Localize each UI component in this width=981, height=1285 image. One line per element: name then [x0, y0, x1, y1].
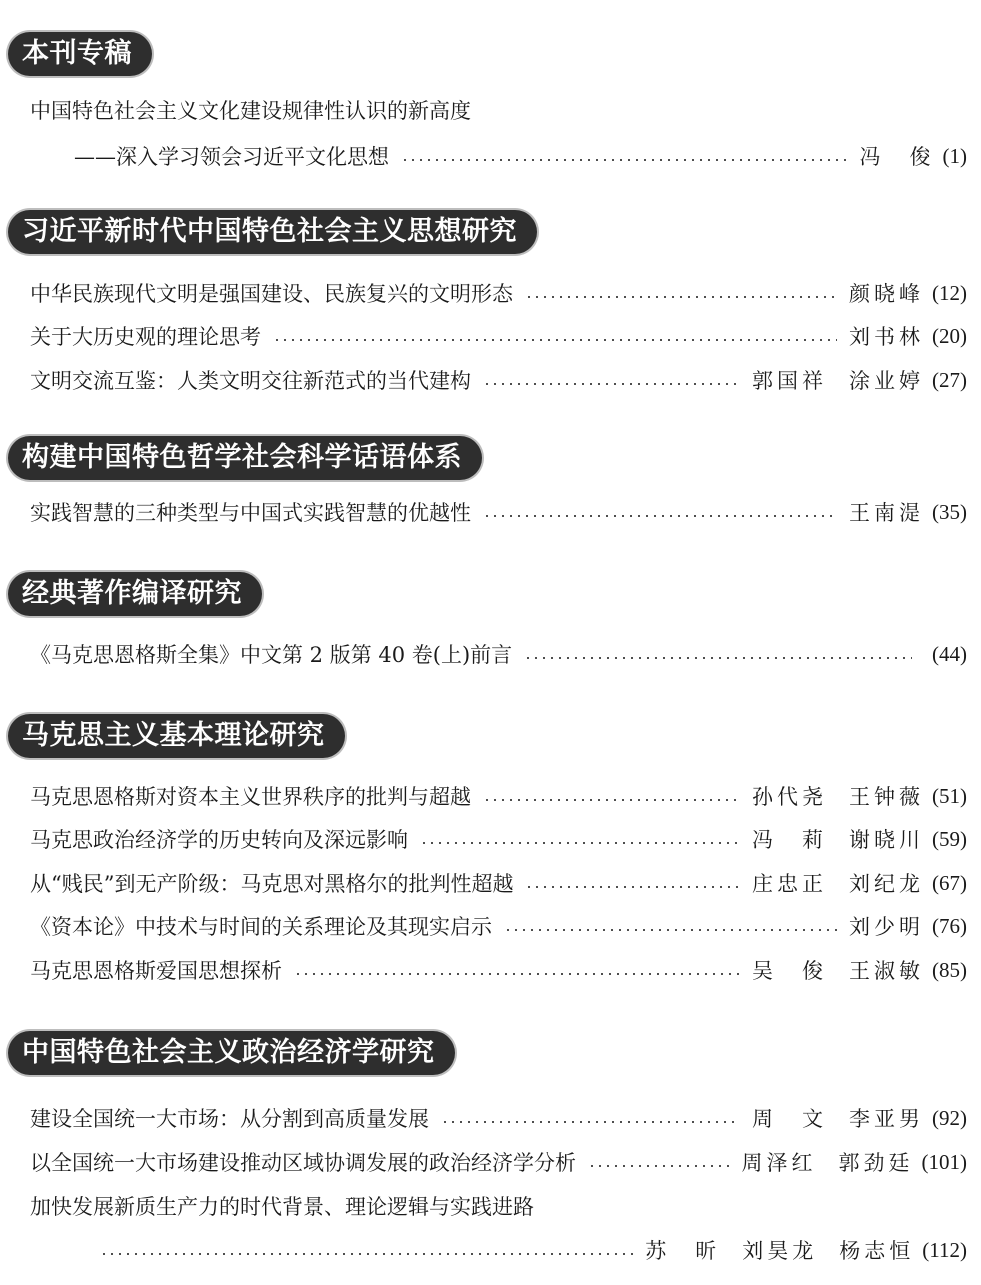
- dot-leader: [483, 383, 740, 385]
- toc-entry[interactable]: [30, 1190, 967, 1222]
- article-title: 马克思政治经济学的历史转向及深远影响: [30, 828, 408, 852]
- section-title-marxism-theory: 马克思主义基本理论研究: [8, 714, 345, 758]
- article-title: 文明交流互鉴：人类文明交往新范式的当代建构: [30, 369, 471, 393]
- article-title: 关于大历史观的理论思考: [30, 325, 261, 349]
- dot-leader: [401, 159, 848, 161]
- article-title: 从“贱民”到无产阶级：马克思对黑格尔的批判性超越: [30, 872, 514, 896]
- toc-entry[interactable]: [30, 320, 967, 352]
- article-author: 苏 昕: [645, 1239, 721, 1263]
- section-title-discourse-system: 构建中国特色哲学社会科学话语体系: [8, 436, 482, 480]
- toc-entry[interactable]: [30, 94, 967, 126]
- toc-entry[interactable]: [30, 364, 967, 396]
- dot-leader: [525, 886, 740, 888]
- article-author: 郭劲廷: [838, 1151, 914, 1175]
- article-author: 庄忠正: [752, 872, 827, 896]
- article-author: 杨志恒: [839, 1239, 915, 1263]
- article-author: 刘昊龙: [742, 1239, 818, 1263]
- dot-leader: [524, 657, 912, 659]
- article-author: 刘纪龙: [849, 872, 924, 896]
- page-number: (35): [932, 499, 967, 524]
- article-title: 《马克思恩格斯全集》中文第 2 版第 40 卷(上)前言: [30, 643, 513, 667]
- dot-leader: [273, 339, 837, 341]
- page-number: (51): [932, 783, 967, 808]
- article-author: 郭国祥: [752, 369, 827, 393]
- article-author: 周 文: [752, 1107, 827, 1131]
- dot-leader: [294, 973, 740, 975]
- article-title: 《资本论》中技术与时间的关系理论及其现实启示: [30, 915, 492, 939]
- toc-entry-continuation[interactable]: [100, 1234, 967, 1266]
- page-number: (101): [921, 1149, 967, 1174]
- article-author: 冯 莉: [752, 828, 827, 852]
- page-number: (76): [932, 913, 967, 938]
- section-title-political-economy: 中国特色社会主义政治经济学研究: [8, 1031, 455, 1075]
- page-number: (1): [942, 143, 967, 168]
- toc-entry[interactable]: [30, 954, 967, 986]
- section-title-classics-translation: 经典著作编译研究: [8, 572, 262, 616]
- page-number: (27): [932, 367, 967, 392]
- section-title-xi-thought: 习近平新时代中国特色社会主义思想研究: [8, 210, 537, 254]
- dot-leader: [504, 929, 837, 931]
- article-author: 孙代尧: [752, 785, 827, 809]
- article-author: 王钟薇: [849, 785, 924, 809]
- article-author: 刘少明: [849, 915, 924, 939]
- article-title: 加快发展新质生产力的时代背景、理论逻辑与实践进路: [30, 1195, 534, 1219]
- article-title: 马克思恩格斯对资本主义世界秩序的批判与超越: [30, 785, 471, 809]
- page-number: (59): [932, 826, 967, 851]
- article-author: 周泽红: [741, 1151, 817, 1175]
- page-number: (112): [922, 1237, 967, 1262]
- article-subtitle: ——深入学习领会习近平文化思想: [74, 145, 389, 169]
- toc-entry[interactable]: [30, 638, 967, 670]
- toc-entry[interactable]: [30, 910, 967, 942]
- article-title: 马克思恩格斯爱国思想探析: [30, 959, 282, 983]
- dot-leader: [441, 1121, 740, 1123]
- toc-entry[interactable]: [74, 140, 967, 172]
- dot-leader: [525, 296, 837, 298]
- toc-entry[interactable]: [30, 1146, 967, 1178]
- article-title: 以全国统一大市场建设推动区域协调发展的政治经济学分析: [30, 1151, 576, 1175]
- article-author: 涂业婷: [849, 369, 924, 393]
- article-title: 中华民族现代文明是强国建设、民族复兴的文明形态: [30, 282, 513, 306]
- dot-leader: [100, 1253, 633, 1255]
- article-author: 冯 俊: [859, 145, 935, 169]
- dot-leader: [420, 842, 740, 844]
- toc-entry[interactable]: [30, 496, 967, 528]
- dot-leader: [483, 515, 837, 517]
- article-author: 颜晓峰: [849, 282, 924, 306]
- page-number: (12): [932, 280, 967, 305]
- article-author: 李亚男: [849, 1107, 924, 1131]
- article-author: 王淑敏: [849, 959, 924, 983]
- page-number: (85): [932, 957, 967, 982]
- toc-entry[interactable]: [30, 823, 967, 855]
- article-author: 谢晓川: [849, 828, 924, 852]
- article-title: 实践智慧的三种类型与中国式实践智慧的优越性: [30, 501, 471, 525]
- toc-entry[interactable]: [30, 277, 967, 309]
- page-number: (20): [932, 323, 967, 348]
- toc-entry[interactable]: [30, 780, 967, 812]
- dot-leader: [588, 1165, 730, 1167]
- article-author: 刘书林: [849, 325, 924, 349]
- page-number: (67): [932, 870, 967, 895]
- article-author: 王南湜: [849, 501, 924, 525]
- article-title: 建设全国统一大市场：从分割到高质量发展: [30, 1107, 429, 1131]
- toc-entry[interactable]: [30, 867, 967, 899]
- article-author: 吴 俊: [752, 959, 827, 983]
- page-number: (92): [932, 1105, 967, 1130]
- article-title: 中国特色社会主义文化建设规律性认识的新高度: [30, 99, 471, 123]
- toc-entry[interactable]: [30, 1102, 967, 1134]
- page-number: (44): [932, 641, 967, 666]
- dot-leader: [483, 799, 740, 801]
- section-title-special-feature: 本刊专稿: [8, 32, 152, 76]
